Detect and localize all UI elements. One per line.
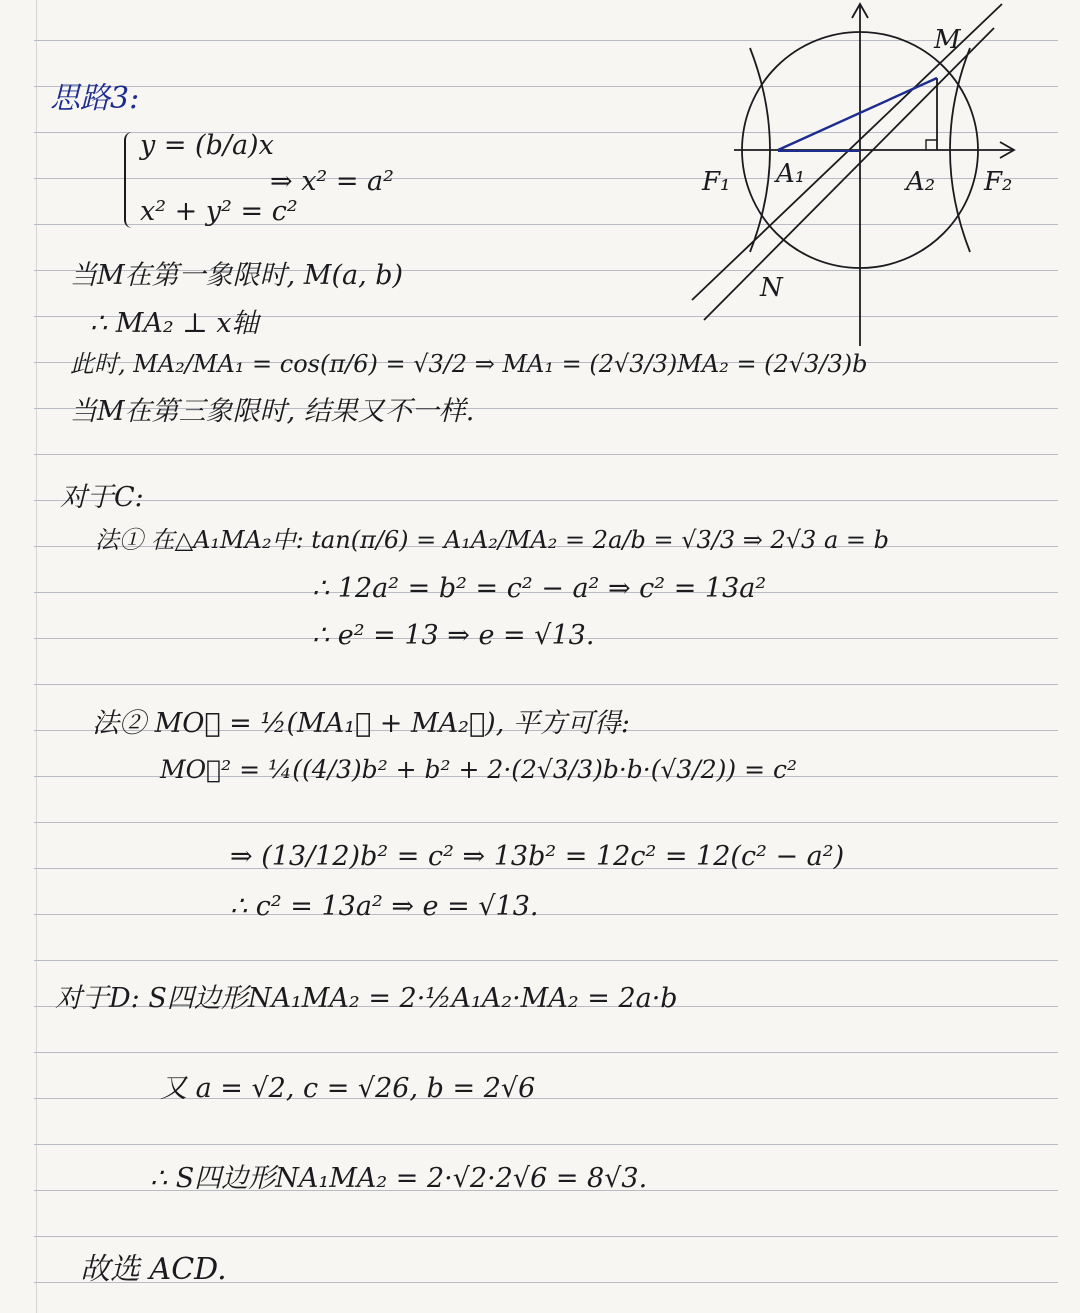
final-answer: 故选 ACD. <box>80 1252 227 1287</box>
ruled-line <box>34 1052 1058 1053</box>
ratio-derivation: 此时, MA₂/MA₁ = cos(π/6) = √3/2 ⇒ MA₁ = (2√3/3)MA₂ = (2√3/3)b <box>70 350 868 378</box>
right-angle-mark <box>926 140 937 150</box>
option-c-heading: 对于C: <box>60 482 144 513</box>
label-A1: A₁ <box>776 159 806 189</box>
system-equation-2: x² + y² = c² <box>140 196 298 227</box>
ruled-line <box>34 914 1058 915</box>
option-d-line3: ∴ S四边形NA₁MA₂ = 2·√2·2√6 = 8√3. <box>150 1163 648 1194</box>
method1-line1: 法① 在△A₁MA₂中: tan(π/6) = A₁A₂/MA₂ = 2a/b = √3/3 ⇒ 2√3 a = b <box>95 526 889 554</box>
approach-title: 思路3: <box>50 81 140 116</box>
perpendicular-statement: ∴ MA₂ ⊥ x轴 <box>90 308 259 339</box>
hyperbola-circle-figure <box>684 0 1044 350</box>
label-F1: F₁ <box>702 167 731 197</box>
system-result: ⇒ x² = a² <box>270 166 394 197</box>
third-quadrant-case: 当M在第三象限时, 结果又不一样. <box>70 396 475 427</box>
label-M: M <box>934 25 961 55</box>
ruled-line <box>34 822 1058 823</box>
ruled-line <box>34 1236 1058 1237</box>
label-F2: F₂ <box>984 167 1013 197</box>
system-equation-1: y = (b/a)x <box>140 130 274 161</box>
option-d-line2: 又 a = √2, c = √26, b = 2√6 <box>160 1073 536 1104</box>
method2-line1: 法② MO⃗ = ½(MA₁⃗ + MA₂⃗), 平方可得: <box>92 708 630 739</box>
first-quadrant-case: 当M在第一象限时, M(a, b) <box>70 260 404 291</box>
method2-line4: ∴ c² = 13a² ⇒ e = √13. <box>230 891 539 922</box>
ruled-line <box>34 684 1058 685</box>
ruled-line <box>34 454 1058 455</box>
label-N: N <box>760 273 783 303</box>
method2-line3: ⇒ (13/12)b² = c² ⇒ 13b² = 12c² = 12(c² − a²) <box>230 841 845 872</box>
segment-A1M <box>778 78 937 150</box>
label-A2: A₂ <box>906 167 936 197</box>
option-d-line1: 对于D: S四边形NA₁MA₂ = 2·½A₁A₂·MA₂ = 2a·b <box>55 983 678 1014</box>
margin-line <box>36 0 37 1313</box>
method1-line3: ∴ e² = 13 ⇒ e = √13. <box>312 620 595 651</box>
ruled-line <box>34 500 1058 501</box>
method1-line2: ∴ 12a² = b² = c² − a² ⇒ c² = 13a² <box>312 573 767 604</box>
system-brace <box>124 132 132 228</box>
ruled-line <box>34 1144 1058 1145</box>
method2-line2: MO⃗² = ¼((4/3)b² + b² + 2·(2√3/3)b·b·(√3/2)) = c² <box>160 755 798 784</box>
ruled-line <box>34 960 1058 961</box>
